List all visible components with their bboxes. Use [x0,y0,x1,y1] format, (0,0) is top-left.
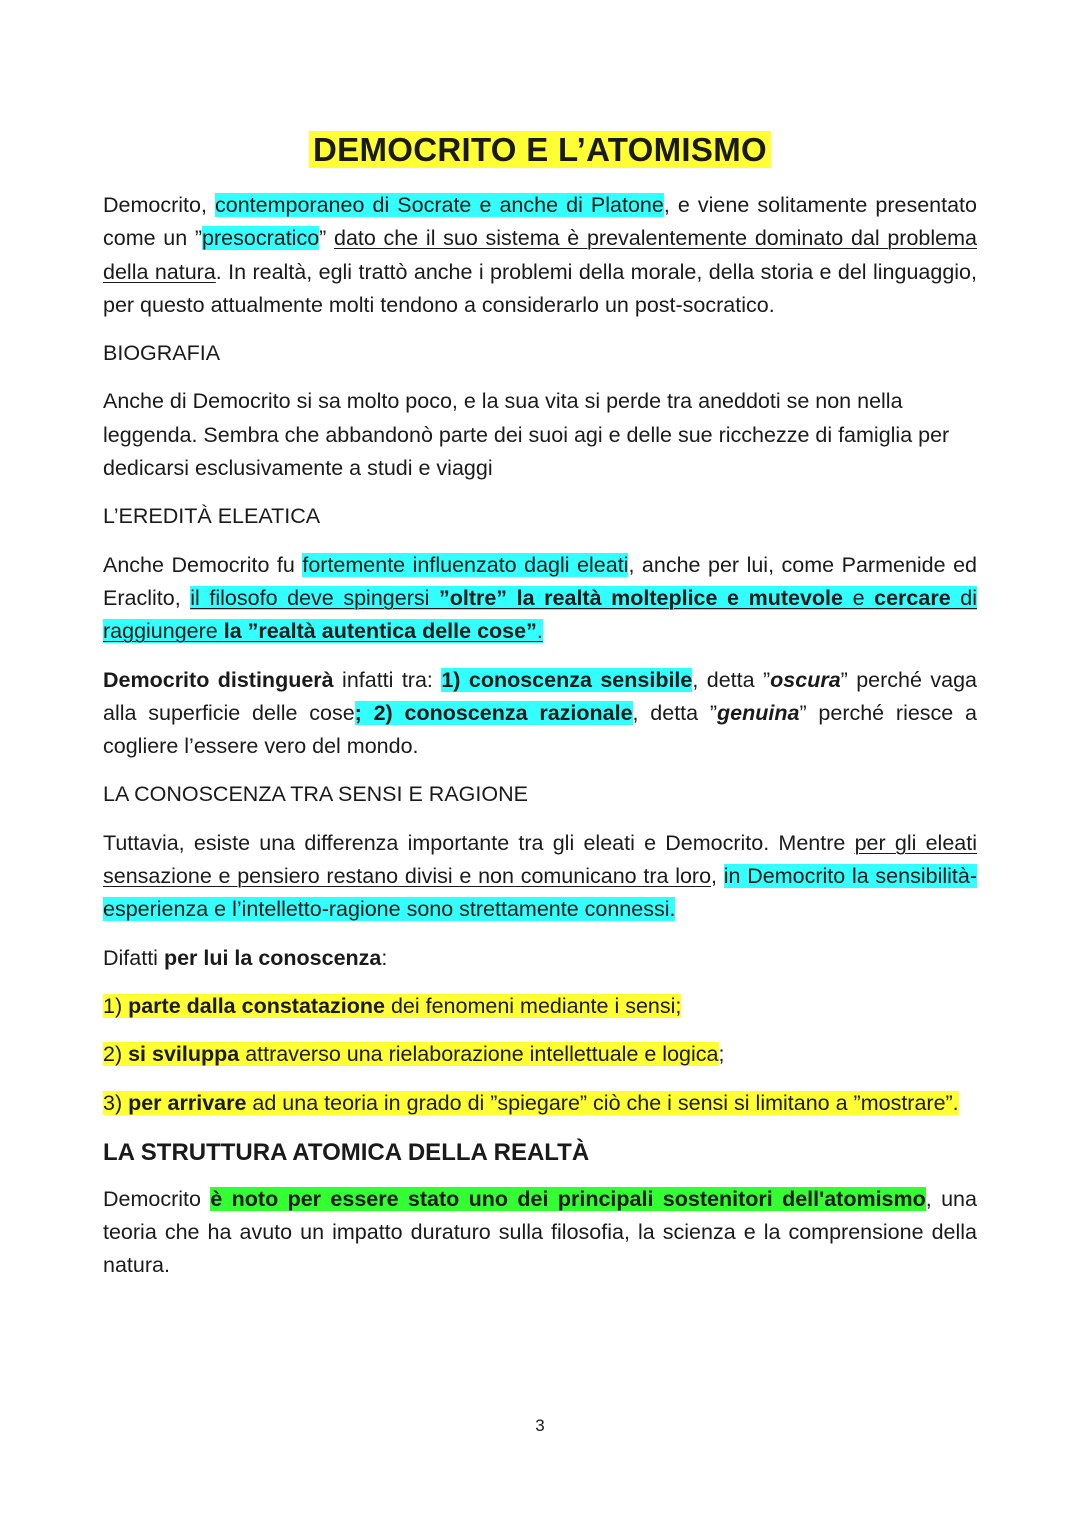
conoscenza-text-2: , detta ” [692,667,771,692]
struttura-text-2: , una teoria che ha avuto un impatto duraturo sulla filosofia, la scienza e la comprensione della natura. [103,1186,977,1278]
step-3-number: 3) [103,1090,129,1115]
conoscenza-highlight-1: 1) conoscenza sensibile [441,667,693,692]
section-heading-struttura: LA STRUTTURA ATOMICA DELLA REALTÀ [103,1138,590,1166]
conoscenza-text-3: ” perché vaga alla superficie delle cose [103,667,978,725]
step-1-bold: parte dalla constatazione [128,993,385,1018]
intro-text-3: ” [319,226,335,251]
intro-underline-1: dato che il suo sistema è prevalentemente dominato dal problema della natura [103,226,977,284]
step-1-highlight [103,994,681,1018]
struttura-text-1: Democrito [103,1186,211,1211]
eredita-h2-part-4: cercare [874,585,951,610]
struttura-paragraph [103,1183,977,1283]
step-3 [103,1087,977,1120]
eredita-h2-part-1: il filosofo deve spingersi [190,585,439,610]
step-1-text: dei fenomeni mediante i sensi; [384,993,682,1018]
sensi-ragione-paragraph [103,827,977,927]
step-2-after: ; [718,1042,725,1067]
step-3-text: ad una teoria in grado di ”spiegare” ciò che i sensi si limitano a ”mostrare”. [246,1090,959,1115]
eredita-h2-part-6: la ”realtà autentica delle cose” [223,619,537,644]
step-2 [103,1038,977,1071]
intro-paragraph [103,189,977,322]
step-2-highlight [103,1042,719,1066]
sensi-text-2: , [711,864,724,889]
page-title-text: DEMOCRITO E L’ATOMISMO [309,131,771,168]
struttura-highlight-1: è noto per essere stato uno dei principali sostenitori dell'atomismo [210,1186,926,1211]
step-2-number: 2) [103,1042,129,1067]
conoscenza-text-4: , detta ” [632,700,718,725]
conoscenza-italic-2: genuina [717,700,800,725]
intro-text-2: , e viene solitamente presentato come un ” [103,193,977,251]
difatti-text-1: Difatti [103,945,164,970]
document-page [103,128,977,1283]
eredita-highlight-2 [103,586,977,643]
section-heading-sensi-ragione: LA CONOSCENZA TRA SENSI E RAGIONE [103,782,528,807]
eredita-text-1: Anche Democrito fu [103,552,303,577]
sensi-text-1: Tuttavia, esiste una differenza importante tra gli eleati e Democrito. Mentre [103,830,855,855]
section-heading-eredita: L’EREDITÀ ELEATICA [103,504,321,529]
sensi-underline-1: per gli eleati sensazione e pensiero restano divisi e non comunicano tra loro [103,830,977,889]
eredita-h2-part-3: e [843,585,875,610]
page-number: 3 [535,1416,545,1435]
difatti-paragraph [103,942,977,975]
biografia-paragraph: Anche di Democrito si sa molto poco, e la sua vita si perde tra aneddoti se non nella leggenda. Sembra che abbandonò parte dei suoi agi e delle sue ricchezze di famiglia per dedicarsi esclusivamente a studi e viaggi [103,389,950,481]
conoscenza-text-1: infatti tra: [333,667,442,692]
conoscenza-highlight-2: ; 2) conoscenza razionale [354,700,633,725]
eredita-text-2: , anche per lui, come Parmenide ed Eraclito, [103,552,978,610]
step-2-text: attraverso una rielaborazione intellettuale e logica [239,1042,719,1067]
intro-highlight-1: contemporaneo di Socrate e anche di Platone [215,193,664,217]
difatti-text-2: : [381,945,388,970]
intro-text-4: . In realtà, egli trattò anche i problemi della morale, della storia e del linguaggio, per questo attualmente molti tendono a considerarlo un post-socratico. [103,259,977,317]
eredita-h2-part-2: ”oltre” la realtà molteplice e mutevole [438,585,843,610]
step-1-number: 1) [103,993,129,1018]
intro-highlight-2: presocratico [202,226,320,251]
eredita-paragraph [103,549,977,649]
intro-text-1: Democrito, [103,193,216,217]
section-heading-biografia: BIOGRAFIA [103,341,221,366]
sensi-highlight-1: in Democrito la sensibilità-esperienza e l’intelletto-ragione sono strettamente connessi. [103,864,977,922]
step-2-bold: si sviluppa [128,1042,240,1067]
conoscenza-italic-1: oscura [770,667,841,692]
conoscenza-tipi-paragraph [103,664,977,764]
page-title [103,128,977,179]
eredita-h2-part-7: . [536,619,543,644]
step-3-bold: per arrivare [128,1090,247,1115]
step-3-highlight [103,1091,959,1115]
step-1 [103,990,977,1023]
conoscenza-text-5: ” perché riesce a cogliere l’essere vero del mondo. [103,700,977,759]
difatti-bold-1: per lui la conoscenza [163,945,382,970]
eredita-highlight-1: fortemente influenzato dagli eleati [302,552,629,577]
conoscenza-bold-1: Democrito distinguerà [103,667,334,692]
eredita-h2-part-5: di raggiungere [103,585,977,644]
